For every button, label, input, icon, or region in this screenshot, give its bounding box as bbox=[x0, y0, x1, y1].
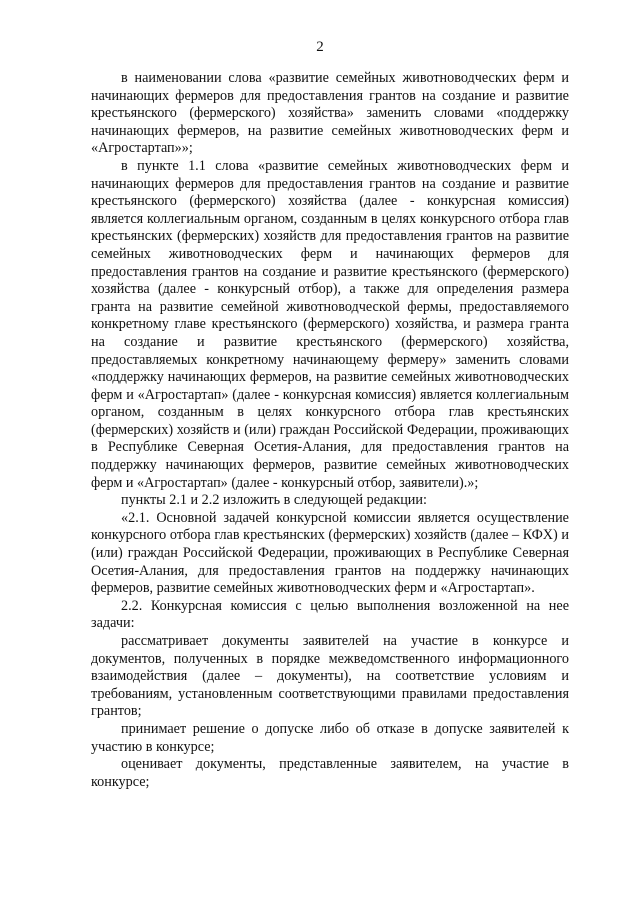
paragraph-review-documents: рассматривает документы заявителей на участие в конкурсе и документов, полученных в порядке межведомственного информационного взаимодействия (далее – документы), на соответствие условиям и требованиям, установленным соответствующими правилами предоставления грантов; bbox=[91, 633, 569, 720]
page-number: 2 bbox=[316, 39, 324, 55]
paragraph-title-amendment: в наименовании слова «развитие семейных животноводческих ферм и начинающих фермеров для предоставления грантов на создание и развитие крестьянского (фермерского) хозяйства» заменить словами «поддержку начинающих фермеров, на развитие семейных животноводческих ферм и «Агростартап»»; bbox=[91, 70, 569, 157]
paragraph-admission-decision: принимает решение о допуске либо об отказе в допуске заявителей к участию в конкурсе; bbox=[91, 720, 569, 755]
paragraph-clause-2-1: «2.1. Основной задачей конкурсной комиссии является осуществление конкурсного отбора глав крестьянских (фермерских) хозяйств (далее – КФХ) и (или) граждан Российской Федерации, проживающих в Республике Северная Осетия-Алания, для предоставления грантов на поддержку начинающих фермеров, развитие семейных животноводческих ферм и «Агростартап». bbox=[91, 509, 569, 597]
paragraph-clause-2-2: 2.2. Конкурсная комиссия с целью выполнения возложенной на нее задачи: bbox=[91, 597, 569, 632]
paragraph-clauses-2-1-2-2-intro: пункты 2.1 и 2.2 изложить в следующей редакции: bbox=[121, 492, 427, 509]
document-body bbox=[91, 70, 569, 791]
paragraph-clause-1-1-amendment: в пункте 1.1 слова «развитие семейных животноводческих ферм и начинающих фермеров для предоставления грантов на создание и развитие крестьянского (фермерского) хозяйства (далее - конкурсная комиссия) является коллегиальным органом, созданным в целях конкурсного отбора глав крестьянских (фермерских) хозяйств для предоставления грантов на развитие семейных животноводческих ферм и начинающих фермеров для предоставления грантов на создание и развитие крестьянского (фермерского) хозяйства (далее - конкурсный отбор), а также для определения размера гранта на развитие семейной животноводческой фермы, предоставляемого конкретному главе крестьянского (фермерского) хозяйства, и размера гранта на создание и развитие крестьянского (фермерского) хозяйства, предоставляемых конкретному начинающему фермеру» заменить словами «поддержку начинающих фермеров, на развитие семейных животноводческих ферм и «Агростартап» (далее - конкурсная комиссия) является коллегиальным органом, созданным в целях конкурсного отбора глав крестьянских (фермерских) хозяйств и (или) граждан Российской Федерации, проживающих в Республике Северная Осетия-Алания, для предоставления грантов на поддержку начинающих фермеров, развитие семейных животноводческих ферм и «Агростартап» (далее - конкурсный отбор, заявители).»; bbox=[91, 157, 569, 491]
paragraph-evaluate-documents: оценивает документы, представленные заявителем, на участие в конкурсе; bbox=[91, 756, 569, 790]
